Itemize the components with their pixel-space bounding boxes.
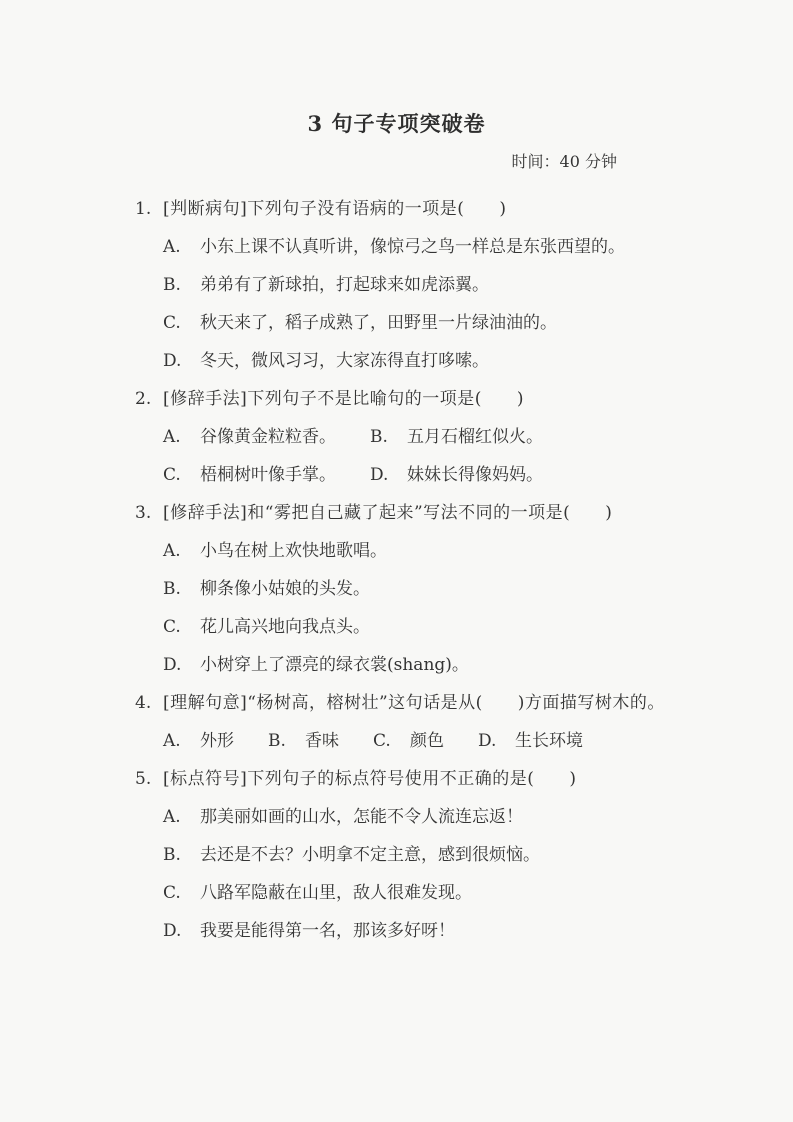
option-c [373,722,444,760]
option-text: 去还是不去？小明拿不定主意，感到很烦恼。 [200,845,540,865]
option-label: A. [163,541,181,561]
question-stem: [理解句意]“杨树高，榕树壮”这句话是从( )方面描写树木的。 [163,693,665,713]
option-row [0,722,793,760]
option-label: A. [163,731,181,751]
option-a [163,418,370,456]
option-row [0,608,793,646]
option-row [0,266,793,304]
option-row [0,570,793,608]
option-label: C. [163,883,181,903]
option-text: 妹妹长得像妈妈。 [407,465,543,485]
option-row [0,228,793,266]
question-number: 3. [135,503,152,523]
option-text: 柳条像小姑娘的头发。 [200,579,370,599]
option-label: B. [268,731,286,751]
option-label: D. [478,731,497,751]
question-stem-row [0,494,793,532]
option-c [163,456,370,494]
option-text: 我要是能得第一名，那该多好呀！ [200,921,455,941]
option-label: A. [163,807,181,827]
option-d [478,722,583,760]
option-d [370,456,543,494]
question-stem: [修辞手法]下列句子不是比喻句的一项是( ) [163,389,525,409]
option-label: D. [163,351,182,371]
option-text: 梧桐树叶像手掌。 [200,465,336,485]
question-stem-row [0,380,793,418]
option-label: C. [373,731,391,751]
option-text: 小东上课不认真听讲，像惊弓之鸟一样总是东张西望的。 [200,237,625,257]
option-row [0,836,793,874]
option-text: 冬天，微风习习，大家冻得直打哆嗦。 [200,351,489,371]
question-stem: [修辞手法]和“雾把自己藏了起来”写法不同的一项是( ) [163,503,613,523]
option-text: 小鸟在树上欢快地歌唱。 [200,541,387,561]
question-number: 1. [135,199,152,219]
option-b [370,418,543,456]
option-label: D. [163,921,182,941]
question-2 [0,380,793,494]
question-5 [0,760,793,950]
page-title: 3 句子专项突破卷 [307,111,486,136]
option-label: B. [163,579,181,599]
option-text: 八路军隐蔽在山里，敌人很难发现。 [200,883,472,903]
option-b [268,722,339,760]
option-row [0,532,793,570]
question-number: 2. [135,389,152,409]
option-text: 秋天来了，稻子成熟了，田野里一片绿油油的。 [200,313,557,333]
option-label: B. [163,845,181,865]
option-label: A. [163,427,181,447]
option-row [0,646,793,684]
option-text: 花儿高兴地向我点头。 [200,617,370,637]
question-1 [0,190,793,380]
question-stem-row [0,190,793,228]
question-4 [0,684,793,760]
option-text: 颜色 [410,731,444,751]
option-row [0,418,793,456]
option-row [0,874,793,912]
option-text: 弟弟有了新球拍，打起球来如虎添翼。 [200,275,489,295]
option-label: C. [163,465,181,485]
question-number: 5. [135,769,152,789]
option-label: A. [163,237,181,257]
option-text: 谷像黄金粒粒香。 [200,427,336,447]
question-stem: [标点符号]下列句子的标点符号使用不正确的是( ) [163,769,577,789]
option-text: 小树穿上了漂亮的绿衣裳(shang)。 [200,655,469,675]
question-list [0,190,793,950]
option-row [0,342,793,380]
option-row [0,912,793,950]
option-text: 那美丽如画的山水，怎能不令人流连忘返！ [200,807,523,827]
question-stem-row [0,760,793,798]
question-3 [0,494,793,684]
option-label: C. [163,617,181,637]
question-stem-row [0,684,793,722]
option-label: D. [163,655,182,675]
option-a [163,722,234,760]
option-row [0,798,793,836]
question-number: 4. [135,693,152,713]
question-stem: [判断病句]下列句子没有语病的一项是( ) [163,199,507,219]
option-label: C. [163,313,181,333]
option-label: B. [370,427,388,447]
option-row [0,304,793,342]
option-label: D. [370,465,389,485]
option-text: 香味 [305,731,339,751]
option-label: B. [163,275,181,295]
option-text: 生长环境 [515,731,583,751]
option-text: 五月石榴红似火。 [407,427,543,447]
option-row [0,456,793,494]
time-limit-note: 时间：40 分钟 [511,152,617,171]
option-text: 外形 [200,731,234,751]
